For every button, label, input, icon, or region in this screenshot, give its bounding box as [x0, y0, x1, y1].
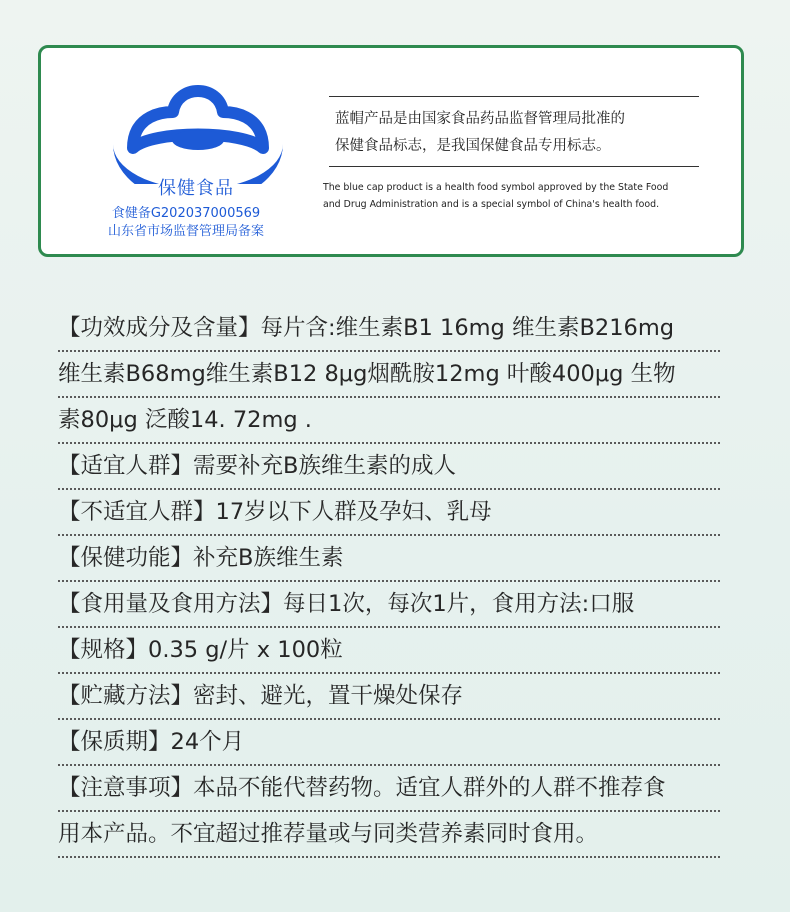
product-specs — [58, 306, 720, 858]
registration-number: 食健备G202037000569 — [111, 206, 261, 221]
spec-value: 每日1次，每次1片，食用方法:口服 — [283, 591, 635, 617]
spec-value: 维生素B68mg维生素B12 8μg烟酰胺12mg 叶酸400μg 生物 — [58, 361, 676, 387]
spec-value: 补充B族维生素 — [193, 545, 344, 571]
spec-label: 【适宜人群】 — [58, 453, 194, 479]
spec-value: 每片含:维生素B1 16mg 维生素B216mg — [260, 315, 675, 341]
note-chinese — [335, 106, 705, 160]
spec-value: 需要补充B族维生素的成人 — [193, 453, 456, 479]
health-food-title: 保健食品 — [158, 178, 234, 199]
spec-label: 【功效成分及含量】 — [58, 315, 261, 341]
blue-cap-info-card — [38, 45, 744, 257]
spec-label: 【保健功能】 — [58, 545, 194, 571]
note-chinese-line: 保健食品标志，是我国保健食品专用标志。 — [335, 138, 611, 154]
registration-agency: 山东省市场监督管理局备案 — [107, 224, 264, 239]
spec-label: 【保质期】 — [58, 729, 171, 755]
spec-value: 0.35 g/片 x 100粒 — [148, 637, 343, 663]
spec-row-notice-cont — [58, 812, 720, 858]
spec-row-storage — [58, 674, 720, 720]
spec-value: 用本产品。不宜超过推荐量或与同类营养素同时食用。 — [58, 821, 599, 847]
spec-label: 【贮藏方法】 — [58, 683, 194, 709]
spec-value: 密封、避光，置干燥处保存 — [193, 683, 464, 709]
spec-row-notice — [58, 766, 720, 812]
spec-value: 17岁以下人群及孕妇、乳母 — [215, 499, 492, 525]
divider-middle — [329, 166, 699, 167]
spec-label: 【规格】 — [58, 637, 149, 663]
spec-row-ingredients — [58, 306, 720, 352]
spec-row-target — [58, 444, 720, 490]
spec-value: 素80μg 泛酸14. 72mg . — [58, 407, 312, 433]
spec-label: 【食用量及食用方法】 — [58, 591, 284, 617]
spec-row-ingredients-cont — [58, 398, 720, 444]
spec-label: 【注意事项】 — [58, 775, 194, 801]
spec-row-ingredients-cont — [58, 352, 720, 398]
note-english-line: The blue cap product is a health food symbol approved by the State Food — [323, 182, 669, 193]
spec-row-spec — [58, 628, 720, 674]
spec-value: 本品不能代替药物。适宜人群外的人群不推荐食 — [193, 775, 666, 801]
divider-top — [329, 96, 699, 97]
blue-cap-icon — [93, 74, 303, 184]
note-chinese-line: 蓝帽产品是由国家食品药品监督管理局批准的 — [335, 111, 625, 127]
spec-row-function — [58, 536, 720, 582]
spec-value: 24个月 — [170, 729, 245, 755]
spec-row-dosage — [58, 582, 720, 628]
spec-row-shelf-life — [58, 720, 720, 766]
spec-row-not-target — [58, 490, 720, 536]
note-english — [323, 179, 713, 213]
spec-label: 【不适宜人群】 — [58, 499, 216, 525]
note-english-line: and Drug Administration and is a special symbol of China's health food. — [323, 199, 660, 210]
